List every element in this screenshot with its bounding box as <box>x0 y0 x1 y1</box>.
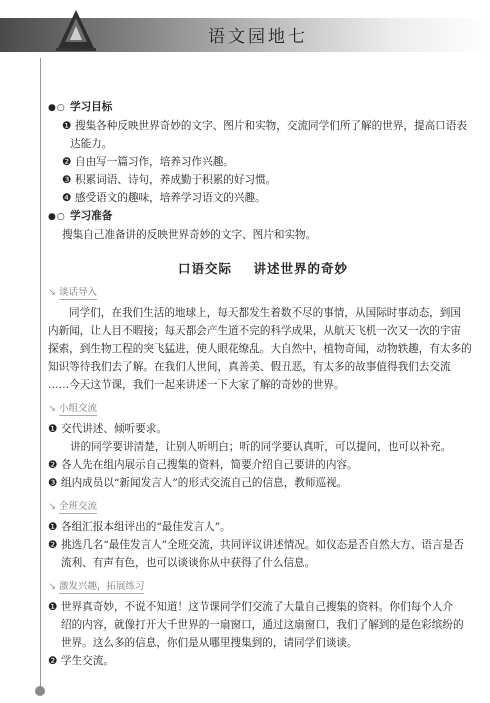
inspire-item-cont: 绍的内容，就像打开大千世界的一扇窗口，通过这扇窗口，我们了解到的是色彩缤纷的 <box>61 619 464 631</box>
intro-line: 知识等待我们去了解。在我们人世间，真善美、假丑恶，有太多的故事值得我们去交流 <box>48 361 451 373</box>
goal-item: ❹ 感受语文的趣味，培养学习语文的兴趣。 <box>62 192 266 204</box>
goal-item: ❶ 搜集各种反映世界奇妙的文字、图片和实物，交流同学们所了解的世界，提高口语表 <box>62 120 467 132</box>
intro-line: 内新闻，让人目不暇接；每天都会产生道不完的科学成果，从航天飞机一次又一次的宇宙 <box>48 325 462 337</box>
class-item-cont: 流利、有声有色，也可以谈谈你从中获得了什么信息。 <box>61 557 316 569</box>
prep-heading: ●○ 学习准备 <box>48 207 478 226</box>
group-item-note: 讲的同学要讲清楚，让别人听明白；听的同学要认真听，可以提问，也可以补充。 <box>70 441 452 453</box>
goal-item: ❸ 积累词语、诗句，养成勤于积累的好习惯。 <box>62 174 277 186</box>
subheading-arrow-icon: ↘ <box>48 287 56 298</box>
section-bullet-icon: ●○ <box>48 103 66 113</box>
class-item: ❶ 各组汇报本组评出的“最佳发言人”。 <box>48 521 231 533</box>
subheading-arrow-icon: ↘ <box>48 403 56 414</box>
mountain-logo-icon <box>54 8 98 54</box>
intro-line: 同学们，在我们生活的地球上，每天都发生着数不尽的事情，从国际时事动态，到国 <box>69 307 461 319</box>
left-margin-rule <box>40 58 41 692</box>
inspire-item-cont: 世界。这么多的信息，你们是从哪里搜集到的，请同学们谈谈。 <box>61 637 358 649</box>
goal-item: ❷ 自由写一篇习作，培养习作兴趣。 <box>62 156 234 168</box>
oral-section-title: 口语交际 讲述世界的奇妙 <box>178 261 348 276</box>
class-subheading: ↘ 全班交流 <box>48 501 97 512</box>
inspire-item: ❷ 学生交流。 <box>48 655 114 667</box>
page-content <box>48 98 478 670</box>
subheading-arrow-icon: ↘ <box>48 501 56 512</box>
group-item: ❷ 各人先在组内展示自己搜集的资料，简要介绍自己要讲的内容。 <box>48 459 358 471</box>
intro-subheading: ↘ 谈话导入 <box>48 287 97 298</box>
inspire-subheading: ↘ 激发兴趣，拓展练习 <box>48 581 145 592</box>
prep-text: 搜集自己准备讲的反映世界奇妙的文字、图片和实物。 <box>62 229 317 241</box>
group-subheading: ↘ 小组交流 <box>48 403 97 414</box>
intro-line: ……今天这节课，我们一起来讲述一下大家了解的奇妙的世界。 <box>48 379 345 391</box>
page-title: 语文园地七 <box>208 27 308 47</box>
inspire-item: ❶ 世界真奇妙，不说不知道！这节课同学们交流了大量自己搜集的资料。你们每个人介 <box>48 601 453 613</box>
page-corner-dot <box>35 686 45 696</box>
goals-heading: ●○ 学习目标 <box>48 98 478 117</box>
goal-item-cont: 达能力。 <box>70 138 113 150</box>
group-item: ❶ 交代讲述、倾听要求。 <box>48 423 167 435</box>
section-bullet-icon: ●○ <box>48 212 66 222</box>
intro-line: 探索，到生物工程的突飞猛进，使人眼花缭乱。大自然中，植物奇闻，动物轶趣，有太多的 <box>48 343 472 355</box>
class-item: ❷ 挑选几名“最佳发言人”全班交流，共同评议讲述情况。如仪态是否自然大方、语言是否 <box>48 539 464 551</box>
subheading-arrow-icon: ↘ <box>48 581 56 592</box>
group-item: ❸ 组内成员以“新闻发言人”的形式交流自己的信息，教师巡视。 <box>48 477 348 489</box>
